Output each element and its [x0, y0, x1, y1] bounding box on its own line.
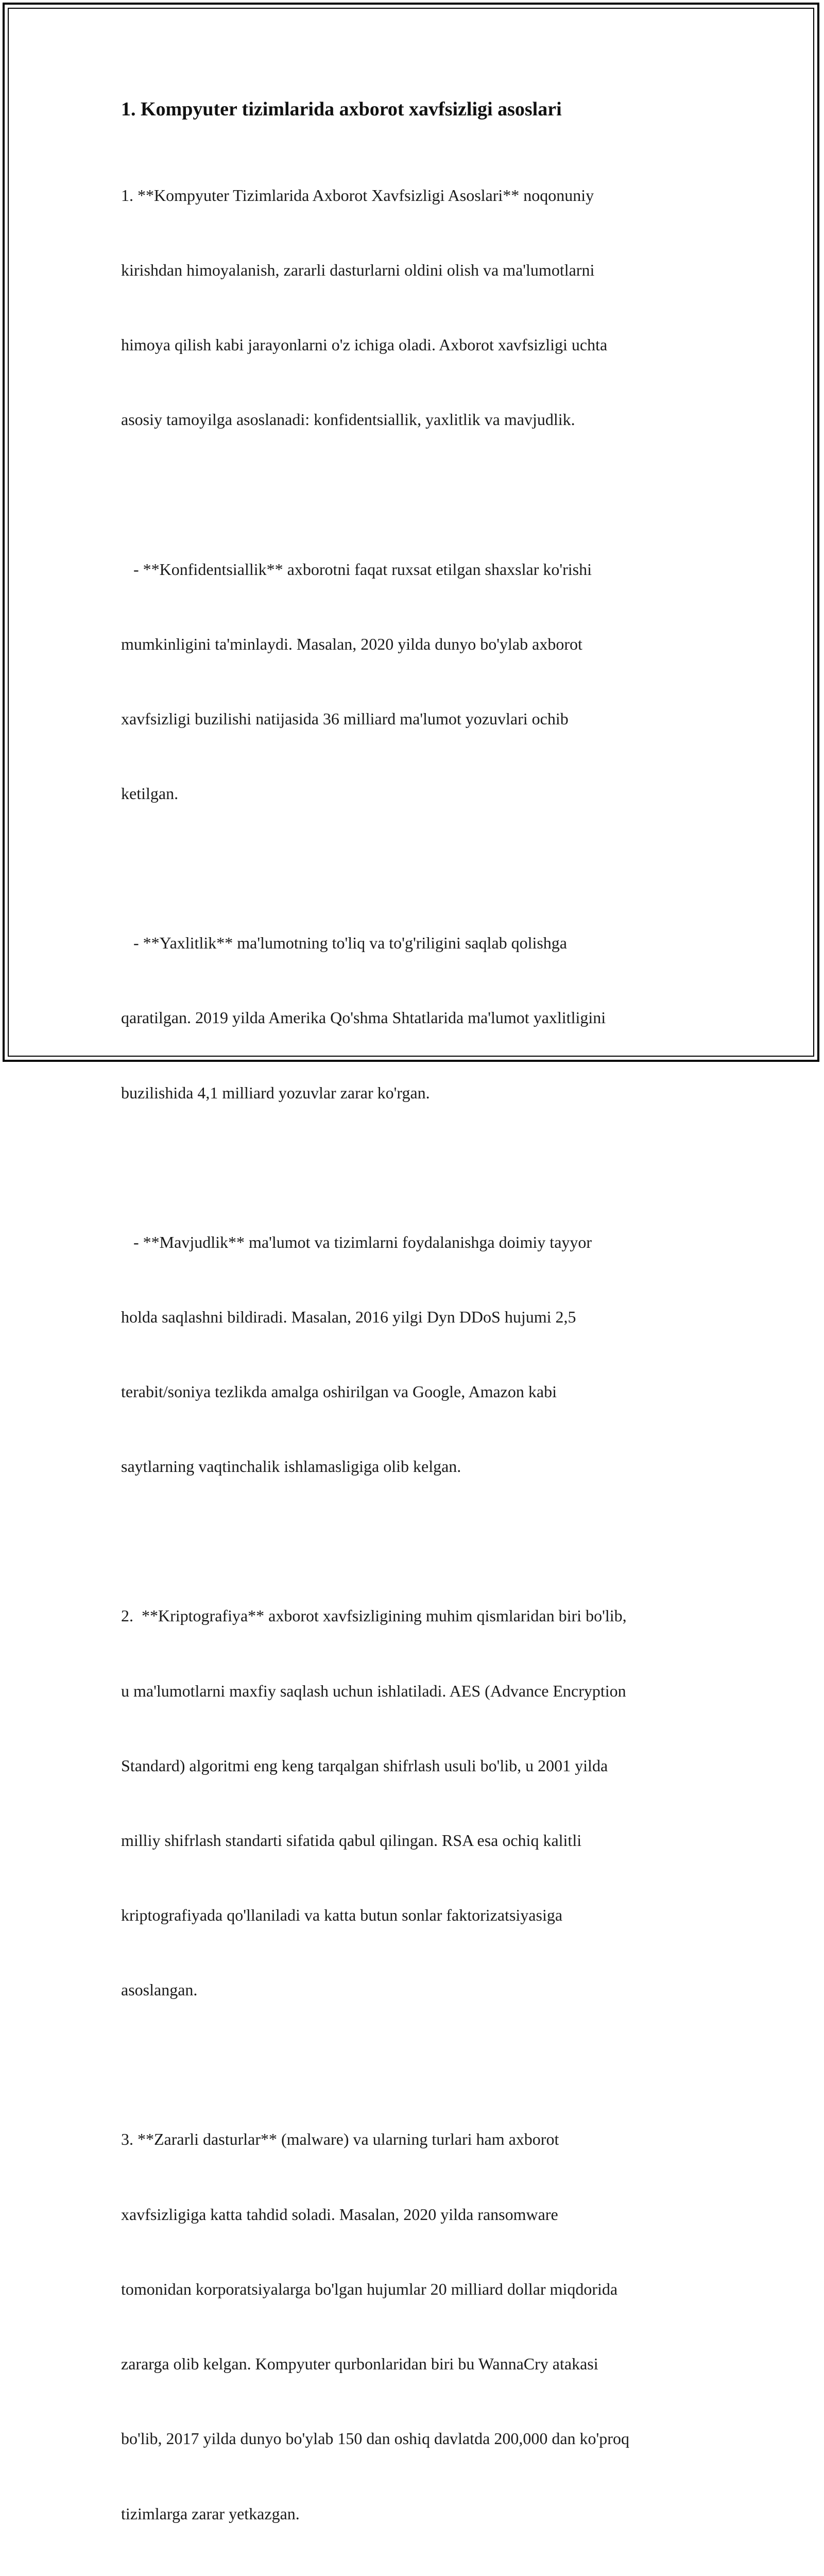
- text-line: tomonidan korporatsiyalarga bo'lgan hujumlar 20 milliard dollar miqdorida: [121, 2279, 618, 2298]
- text-line: xavfsizligi buzilishi natijasida 36 milliard ma'lumot yozuvlari ochib: [121, 709, 569, 728]
- text-line: asosiy tamoyilga asoslanadi: konfidentsiallik, yaxlitlik va mavjudlik.: [121, 410, 575, 429]
- text-line: saytlarning vaqtinchalik ishlamasligiga olib kelgan.: [121, 1457, 461, 1476]
- text-line: Standard) algoritmi eng keng tarqalgan shifrlash usuli bo'lib, u 2001 yilda: [121, 1756, 608, 1775]
- text-line: u ma'lumotlarni maxfiy saqlash uchun ishlatiladi. AES (Advance Encryption: [121, 1681, 626, 1700]
- text-line: 2. **Kriptografiya** axborot xavfsizligining muhim qismlaridan biri bo'lib,: [121, 1606, 627, 1625]
- text-line: kirishdan himoyalanish, zararli dasturlarni oldini olish va ma'lumotlarni: [121, 261, 595, 280]
- document-body: [121, 97, 718, 2576]
- text-line: holda saqlashni bildiradi. Masalan, 2016 yilgi Dyn DDoS hujumi 2,5: [121, 1307, 576, 1326]
- text-line: 1. **Kompyuter Tizimlarida Axborot Xavfsizligi Asoslari** noqonuniy: [121, 185, 594, 205]
- text-line: tizimlarga zarar yetkazgan.: [121, 2504, 300, 2523]
- paragraph-availability: [121, 1180, 718, 1529]
- text-line: - **Mavjudlik** ma'lumot va tizimlarni foydalanishga doimiy tayyor: [121, 1232, 592, 1251]
- paragraph-confidentiality: [121, 507, 718, 856]
- text-line: bo'lib, 2017 yilda dunyo bo'ylab 150 dan oshiq davlatda 200,000 dan ko'proq: [121, 2429, 629, 2448]
- paragraph-integrity: [121, 880, 718, 1155]
- text-line: himoya qilish kabi jarayonlarni o'z ichiga oladi. Axborot xavfsizligi uchta: [121, 335, 608, 354]
- text-line: mumkinligini ta'minlaydi. Masalan, 2020 yilda dunyo bo'ylab axborot: [121, 634, 582, 653]
- text-line: - **Yaxlitlik** ma'lumotning to'liq va to'g'riligini saqlab qolishga: [121, 934, 567, 953]
- paragraph-malware: [121, 2077, 718, 2576]
- text-line: milliy shifrlash standarti sifatida qabul qilingan. RSA esa ochiq kalitli: [121, 1831, 582, 1850]
- text-line: buzilishida 4,1 milliard yozuvlar zarar ko'rgan.: [121, 1083, 430, 1102]
- text-line: zararga olib kelgan. Kompyuter qurbonlaridan biri bu WannaCry atakasi: [121, 2354, 598, 2374]
- document-title: 1. Kompyuter tizimlarida axborot xavfsizligi asoslari: [121, 98, 562, 120]
- text-line: 3. **Zararli dasturlar** (malware) va ularning turlari ham axborot: [121, 2130, 559, 2149]
- text-line: asoslangan.: [121, 1980, 198, 1999]
- paragraph-cryptography: [121, 1554, 718, 2053]
- text-line: qaratilgan. 2019 yilda Amerika Qo'shma Shtatlarida ma'lumot yaxlitligini: [121, 1008, 606, 1027]
- paragraph-intro: [121, 133, 718, 482]
- text-line: ketilgan.: [121, 784, 179, 803]
- text-line: terabit/soniya tezlikda amalga oshirilgan va Google, Amazon kabi: [121, 1382, 557, 1401]
- text-line: kriptografiyada qo'llaniladi va katta butun sonlar faktorizatsiyasiga: [121, 1906, 563, 1925]
- text-line: xavfsizligiga katta tahdid soladi. Masalan, 2020 yilda ransomware: [121, 2205, 558, 2224]
- text-line: - **Konfidentsiallik** axborotni faqat ruxsat etilgan shaxslar ko'rishi: [121, 560, 592, 579]
